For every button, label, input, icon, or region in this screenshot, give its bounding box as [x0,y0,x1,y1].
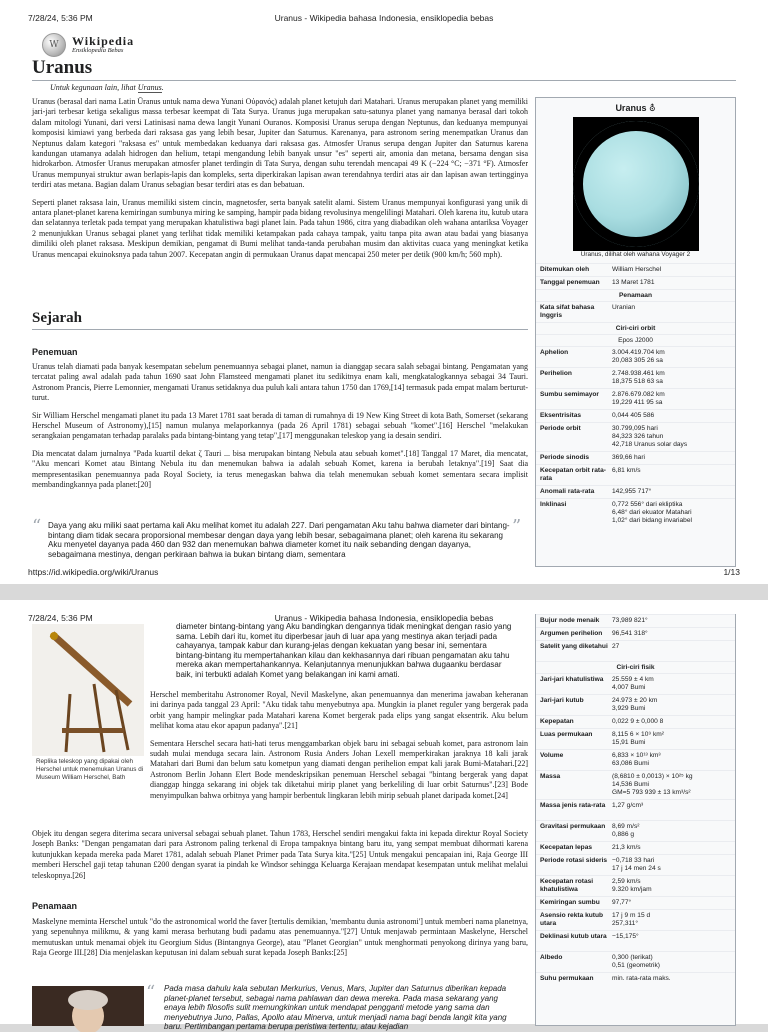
infobox-value-line: 17 j 9 m 15 d [612,912,651,919]
infobox-value-line: William Herschel [612,266,662,273]
infobox-row-label: Gravitasi permukaan [540,823,606,830]
wikipedia-globe-icon: W [42,33,66,57]
infobox-value-line: 4,007 Bumi [612,684,646,691]
quote2-open-icon: “ [146,982,156,1003]
infobox-value-line: 0,044 405 586 [612,412,655,419]
infobox-row-value [612,752,734,768]
print-page-title: Uranus - Wikipedia bahasa Indonesia, ensiklopedia bebas [274,13,494,23]
infobox-value-line: 96,541 318° [612,630,648,637]
infobox-row-value [612,643,734,651]
infobox-row-label: Deklinasi kutub utara [540,933,607,940]
infobox-image-caption: Uranus, dilihat oleh wahana Voyager 2 [580,251,691,258]
infobox-value-line: 20,083 305 26 sa [612,357,663,364]
infobox [535,97,736,567]
pdf-page-2 [0,600,768,1032]
hatnote-text: Untuk kegunaan lain, lihat [50,83,138,92]
infobox-row [536,875,735,896]
print-url: https://id.wikipedia.org/wiki/Uranus [28,567,159,577]
infobox-value-line: 6,81 km/s [612,467,641,474]
page2-paragraph-4: Maskelyne meminta Herschel untuk "do the astronomical world the faver [tertulis demikian, 'membantu dunia astronomi'] untuk memberi nama planetnya, yang sepenuhnya milikmu, & yang kami merasa berhutang budi padamu atas penemuannya."[27] Untuk menjawab permintaan Maskelyne, Herschel memutuskan untuk menamai objek itu Georgium Sidus (Bintangnya George), atau "Planet Georgian" untuk menghormati penyokong dirinya yang baru, Raja George III.[28] Dia menjelaskan keputusan ini dalam sebuah surat kepada Joseph Banks:[25] [32,917,528,958]
infobox-title [536,98,735,117]
infobox-value-line: GM=5 793 939 ± 13 km³/s² [612,789,691,796]
infobox-row-value [612,899,734,907]
hatnote [50,83,164,92]
infobox-row-value [612,676,734,692]
infobox-row-label: Periode orbit [540,425,581,432]
infobox-value-line: 0,022 9 ± 0,000 8 [612,718,664,725]
blockquote-herschel: Daya yang aku miliki saat pertama kali Aku melihat komet itu adalah 227. Dari pengamatan Aku tahu bahwa diameter dari bintang-bintang diam tidak secara proporsional membesar dengan daya yang lebih besar, sebagaimana planet; oleh karena itu sekarang Aku menyetel dayanya pada 460 dan 932 dan menemukan bahwa diameter komet itu naik sebanding dengan dayanya, sebagaimana mestinya, dengan perkiraan bahwa ia bukan bintang diam, sementara [48,521,510,559]
page2-text-a [150,690,528,808]
section-heading-sejarah: Sejarah [32,310,528,330]
infobox-row-label: Eksentrisitas [540,412,582,419]
infobox-row-label: Massa [540,773,561,780]
infobox-value-line: 15,91 Bumi [612,739,646,746]
infobox-row [536,694,735,715]
infobox-row [536,640,735,661]
print-datetime-2: 7/28/24, 5:36 PM [28,613,93,623]
infobox-orbit-rows [536,346,735,527]
infobox-row-value [612,370,734,386]
infobox-row-label: Asensio rekta kutub utara [540,912,604,927]
infobox-row [536,627,735,640]
infobox-value-line: 63,086 Bumi [612,760,650,767]
infobox-row [536,799,735,820]
infobox-value-line: 17 j 14 men 24 s [612,865,661,872]
page2-paragraph-3: Objek itu dengan segera diterima secara universal sebagai sebuah planet. Tahun 1783, Herschel sendiri mengakui fakta ini kepada direktur Royal Society Joseph Banks: "Dengan pengamatan dari para Astronom paling terkenal di Eropa tampaknya bintang baru itu, yang sempat membuat dihormati karena kutunjukkan kepada mereka pada Maret 1781, adalah sebuah Planet Primer pada Tata Surya kita."[25] Untuk mengakui pencapaian ini, Raja George III memberi Herschel gaji tetap tahunan £200 dengan syarat ia pindah ke Windsor sehingga Keluarga Kerajaan mendapat kesempatan untuk melihat melalui teleskopnya.[26] [32,829,528,880]
infobox-epoch: Epos J2000 [536,334,735,346]
blockquote-continued: diameter bintang-bintang yang Aku bandingkan dengannya tidak meningkat dengan rasio yang sama. Lebih dari itu, komet itu diperbesar jauh di luar apa yang mestinya akan terjadi pada cahayanya, tampak kabur dan kurang-jelas dengan kekuatan yang besar ini, sementara bintang-bintang itu mempertahankan kilau dan kekhasannya dari ribuan pengamatan aku tahu mereka akan mempertahankannya. Kelanjutannya menunjukkan bahwa dugaanku berdasar baik, ini terbukti adalah Komet yang belakangan ini kami amati. [176,622,512,679]
sejarah-paragraph-1: Uranus telah diamati pada banyak kesempatan sebelum penemuannya sebagai planet, namun ia dianggap secara salah sebagai bintang. Pengamatan yang tercatat paling awal adalah pada tahun 1690 saat John Flamsteed mengamati planet itu sedikitnya enam kali, mengkatalogkannya sebagai 34 Tauri. Astronom Prancis, Pierre Lemonnier, mengamati Uranus setidaknya dua puluh kali antara tahun 1750 dan 1769,[14] termasuk pada empat malam berturut-turut. [32,362,528,403]
infobox-row-label: Periode sinodis [540,454,590,461]
infobox-value-line: 3.004.419.704 km [612,349,665,356]
infobox-row [536,388,735,409]
infobox-value-line: 18,375 518 63 sa [612,378,663,385]
infobox-physical-rows [536,673,735,985]
infobox-row-label: Kepepatan [540,718,574,725]
infobox-row [536,367,735,388]
infobox-row [536,770,735,799]
infobox-row-label: Sumbu semimayor [540,391,599,398]
infobox-row-value [612,954,734,970]
infobox-row-label: Kata sifat bahasa Inggris [540,304,595,319]
infobox-row-label: Massa jenis rata-rata [540,802,606,809]
infobox-value-line: min. rata-rata maks. [612,975,671,982]
infobox-value-line: 8,69 m/s² [612,823,640,830]
infobox-row-value [612,304,734,312]
infobox-row-value [612,718,734,726]
infobox-row [536,485,735,498]
infobox-row [536,728,735,749]
infobox-value-line: 0,51 (geometrik) [612,962,661,969]
infobox-row-label: Perihelion [540,370,572,377]
infobox-value-line: 25.559 ± 4 km [612,676,654,683]
infobox-value-line: 30.799,095 hari [612,425,658,432]
infobox-row [536,972,735,985]
infobox-value-line: 9.320 km/jam [612,886,652,893]
intro-section [32,97,528,267]
infobox-value-line: Uranian [612,304,636,311]
infobox-row-label: Jari-jari khatulistiwa [540,676,604,683]
infobox-row-label: Inklinasi [540,501,567,508]
infobox-row-value [612,617,734,625]
infobox-row-label: Volume [540,752,564,759]
sejarah-text [32,362,528,497]
page2-paragraph-2: Sementara Herschel secara hati-hati terus menggambarkan objek baru ini sebagai sebuah komet, para astronom lain sudah mulai menduga secara lain. Astronom Rusia Anders Johan Lexell memperkirakan jaraknya 18 kali jarak Matahari dari Bumi dan belum satu kometpun yang diamati dengan perihelion empat kali jarak Bumi-Matahari.[22] Astronom Berlin Johann Elert Bode mendeskripsikan penemuan Herschel sebagai "bintang bergerak yang dapat dianggap hingga sekarang ini objek tak diketahui mirip planet yang berkeliling di luar orbit Saturnus".[23] Bode menyimpulkan bahwa orbitnya yang hampir berbentuk lingkaran lebih mirip sebuah planet daripada komet.[24] [150,738,528,800]
infobox-value-line: 257,311° [612,920,638,927]
title-divider [32,80,736,81]
infobox-row-label: Ditemukan oleh [540,266,590,273]
infobox-row-label: Anomali rata-rata [540,488,595,495]
infobox-value-line: 6,48° dari ekuator Matahari [612,509,692,516]
infobox-row-label: Jari-jari kutub [540,697,584,704]
infobox-value-line: 1,02° dari bidang invariabel [612,517,692,524]
infobox-value-line: −15,175° [612,933,639,940]
infobox-value-line: 142,955 717° [612,488,652,495]
infobox-value-line: 369,66 hari [612,454,645,461]
infobox-row [536,715,735,728]
print-footer [28,567,740,577]
page-title: Uranus [32,57,93,78]
infobox-row-value [612,266,734,274]
infobox-row-label: Albedo [540,954,563,961]
infobox-row [536,276,735,289]
infobox-row-value [612,731,734,747]
telescope-image[interactable] [32,624,144,756]
infobox-row-label: Kecepatan lepas [540,844,593,851]
infobox-section-penamaan: Penamaan [536,289,735,301]
subsection-heading-penemuan: Penemuan [32,347,78,357]
infobox-value-line: 6,833 × 10¹³ km³ [612,752,661,759]
sejarah-paragraph-2: Sir William Herschel mengamati planet itu pada 13 Maret 1781 saat berada di taman di rumahnya di 19 New King Street di kota Bath, Somerset (sekarang Herschel Museum of Astronomy),[15] namun mulanya melaporkannya (pada 26 April 1781) sebagai sebuah "komet".[16] Herschel "melakukan serangkaian pengamatan terhadap paralaks pada bintang-bintang yang tetap",[17] menggunakan teleskop yang ia desain sendiri. [32,410,528,441]
infobox-row-value [612,844,734,852]
infobox-row-label: Aphelion [540,349,569,356]
infobox-row [536,841,735,854]
infobox-value-line: 1,27 g/cm³ [612,802,644,809]
infobox-row [536,464,735,485]
infobox-row [536,301,735,322]
infobox-row-label: Suhu permukaan [540,975,594,982]
infobox-row [536,854,735,875]
sejarah-paragraph-3: Dia mencatat dalam jurnalnya "Pada kuartil dekat ζ Tauri ... bisa merupakan bintang Nebula atau sebuah komet".[18] Tanggal 17 Maret, dia mencatat, "Aku mencari Komet atau Bintang Nebula itu dan menemukan bahwa ia adalah sebuah Komet, karena ia berubah letaknya".[19] Saat dia mempresentasikan penemuannya pada Royal Society, ia terus menegaskan bahwa dia telah menemukan sebuah komet sementara secara implisit membandingkannya pada planet:[20] [32,448,528,490]
logo-tagline: Ensiklopedia Bebas [72,47,124,54]
infobox-row-label: Periode rotasi sideris [540,857,608,864]
infobox-row-value [612,630,734,638]
infobox-row-value [612,279,734,287]
infobox-row [536,820,735,841]
infobox-row-value [612,454,734,462]
quote-open-icon: “ [32,516,42,537]
hatnote-suffix: . [161,83,164,92]
infobox-value-line: (8,6810 ± 0,0013) × 10²⁵ kg [612,773,693,780]
infobox-row-value [612,857,734,873]
infobox-value-line: 2.876.679.082 km [612,391,665,398]
infobox-image[interactable] [536,117,735,263]
infobox-value-line: 2.748.938.461 km [612,370,665,377]
infobox-row [536,409,735,422]
infobox-row-value [612,975,734,983]
infobox-row-value [612,823,734,839]
infobox-value-line: 24.973 ± 20 km [612,697,658,704]
infobox-row-label: Kecepatan rotasi khatulistiwa [540,878,594,893]
infobox-row [536,909,735,930]
infobox-row [536,451,735,464]
infobox-section-fisik: Ciri-ciri fisik [536,661,735,673]
infobox-row-value [612,802,734,810]
infobox-value-line: 97,77° [612,899,632,906]
page2-text-c [32,917,528,966]
infobox-value-line: 0,300 (terikat) [612,954,653,961]
intro-paragraph-2: Seperti planet raksasa lain, Uranus memiliki sistem cincin, magnetosfer, serta banyak satelit alami. Sistem Uranus mempunyai konfigurasi yang unik di antara planet-planet karena kemiringan sumbunya miring ke samping, hampir pada bidang revolusinya mengelilingi Matahari. Oleh karena itu, kutub utara dan selatannya terletak pada tempat yang merupakan khatulistiwa bagi planet lain. Pada tahun 1986, citra yang diabadikan oleh wahana antariksa Voyager 2 menunjukkan Uranus sebagai planet yang terlihat tidak memiliki ketampakan pada cahaya tampak, yaitu tanpa pita awan atau badai yang biasanya dimiliki oleh planet raksasa. Meskipun demikian, pengamat di Bumi melihat tanda-tanda perubahan musim dan aktivitas cuaca yang meningkat ketika Uranus mencapai ekuinoksnya pada tahun 2007. Kecepatan angin di permukaan Uranus dapat mencapai 250 meter per detik (900 km/h; 560 mph). [32,197,528,259]
infobox-row-label: Satelit yang diketahui [540,643,608,650]
infobox-row-label: Kecepatan orbit rata-rata [540,467,606,482]
infobox-value-line: 0,886 g [612,831,634,838]
infobox-value-line: 27 [612,643,620,650]
infobox-row-value [612,773,734,797]
infobox-row [536,346,735,367]
infobox-row-value [612,488,734,496]
infobox-row [536,896,735,909]
infobox-title-text: Uranus [615,103,647,113]
infobox-row [536,422,735,451]
infobox-row [536,263,735,276]
infobox-value-line: 73,989 821° [612,617,648,624]
infobox-row-label: Tanggal penemuan [540,279,600,286]
infobox-row-value [612,391,734,407]
infobox-row-value [612,501,734,525]
infobox-row-label: Luas permukaan [540,731,593,738]
page2-paragraph-1: Herschel memberitahu Astronomer Royal, Nevil Maskelyne, akan penemuannya dan menerima jawaban keheranan ini darinya pada tanggal 23 April: "Aku tidak tahu menyebutnya apa. Mungkin ia planet reguler yang bergerak pada orbit yang hampir melingkar pada Matahari karena Komet bergerak pada elips yang sangat eksentrik. Aku belum melihat koma atau ekor apapun padanya".[21] [150,690,528,731]
infobox-value-line: 8,115 6 × 10⁹ km² [612,731,664,738]
infobox-row-value [612,697,734,713]
infobox-row-value [612,412,734,420]
uranus-planet-image [573,121,699,247]
infobox-row-label: Argumen perihelion [540,630,603,637]
infobox-orbit-rows-continued [536,614,735,661]
infobox-row-label: Kemiringan sumbu [540,899,600,906]
quote-close-icon: ” [512,516,522,537]
print-page-number: 1/13 [723,567,740,577]
intro-paragraph-1: Uranus (berasal dari nama Latin Ūranus untuk nama dewa Yunani Οὐρανός) adalah planet ketujuh dari Matahari. Uranus merupakan planet yang memiliki jari-jari terbesar ketiga sekaligus massa terbesar keempat di Tata Surya. Uranus juga merupakan satu-satunya planet yang namanya berasal dari tokoh dalam mitologi Yunani, dari versi Latinisasi nama dewa langit Yunani Ouranos. Komposisi Uranus serupa dengan Neptunus, dan keduanya mempunyai komposisi kimiawi yang berbeda dari raksasa gas yang lebih besar, Jupiter dan Saturnus. Karenanya, para astronom sering menempatkan Uranus dan Neptunus dalam kategori "raksasa es" untuk membedakan keduanya dari raksasa gas. Atmosfer Uranus serupa dengan Jupiter dan Saturnus karena kandungan utamanya adalah hidrogen dan helium, tetapi mengandung lebih banyak unsur "es" seperti air, amonia dan metana, bersama dengan sisa hidrokarbon. Atmosfer Uranus merupakan atmosfer planet terdingin di Tata Surya, dengan suhu terendah mencapai 49 K (−224 °C; −371 °F). Atmosfer Uranus mempunyai struktur awan berlapis-lapis dan kompleks, serta diperkirakan lapisan awan terendahnya terdiri atas air dan lapisan awan tertingginya terdiri atas metana. Bagian dalam Uranus sebagian besar terdiri atas es dan bebatuan. [32,97,528,190]
logo-wordmark: Wikipedia [72,34,135,48]
hatnote-link[interactable]: Uranus [137,83,162,92]
infobox-discovery-rows [536,263,735,289]
infobox-value-line: 3,929 Bumi [612,705,646,712]
infobox-section-orbit: Ciri-ciri orbit [536,322,735,334]
infobox-row [536,673,735,694]
infobox-row [536,498,735,527]
infobox-naming-rows [536,301,735,322]
print-page-title-2: Uranus - Wikipedia bahasa Indonesia, ensiklopedia bebas [274,613,494,623]
infobox-row-value [612,912,734,928]
infobox-value-line: 14,536 Bumi [612,781,650,788]
subsection-heading-penamaan: Penamaan [32,901,78,911]
herschel-portrait-image[interactable] [32,986,144,1026]
infobox-value-line: 2,59 km/s [612,878,641,885]
infobox-value-line: 19,229 411 95 sa [612,399,663,406]
infobox-value-line: 42,718 Uranus solar days [612,441,688,448]
infobox-row-value [612,425,734,449]
infobox-continued [535,614,736,1026]
infobox-value-line: 84,323 326 tahun [612,433,664,440]
infobox-row-value [612,933,734,941]
infobox-row [536,749,735,770]
uranus-symbol-icon: ⛢ [648,104,656,114]
telescope-caption: Replika teleskop yang dipakai oleh Herschel untuk menemukan Uranus di Museum William Herschel, Bath [36,758,144,781]
page2-text-b [32,829,528,888]
blockquote-naming: Pada masa dahulu kala sebutan Merkurius, Venus, Mars, Jupiter dan Saturnus diberikan kepada planet-planet tersebut, sebagai nama pahlawan dan dewa mereka. Pada masa sekarang yang enaya lebih filosofis sulit memungkinkan untuk mendapat pengganti metode yang sama dan menyebutnya Juno, Pallas, Apollo atau Minerva, untuk menjadi nama bagi benda langit kita yang baru. Pertimbangan pertama berupa peristiwa tertentu, atau kejadian [164,984,507,1032]
infobox-row-value [612,878,734,894]
infobox-value-line: −0,718 33 hari [612,857,655,864]
print-datetime: 7/28/24, 5:36 PM [28,13,93,23]
infobox-row-value [612,467,734,475]
infobox-value-line: 21,3 km/s [612,844,641,851]
infobox-row-label: Bujur node menaik [540,617,600,624]
infobox-row [536,930,735,951]
infobox-value-line: 13 Maret 1781 [612,279,655,286]
infobox-row-value [612,349,734,365]
infobox-value-line: 0,772 556° dari ekliptika [612,501,683,508]
infobox-row [536,614,735,627]
infobox-row [536,951,735,972]
